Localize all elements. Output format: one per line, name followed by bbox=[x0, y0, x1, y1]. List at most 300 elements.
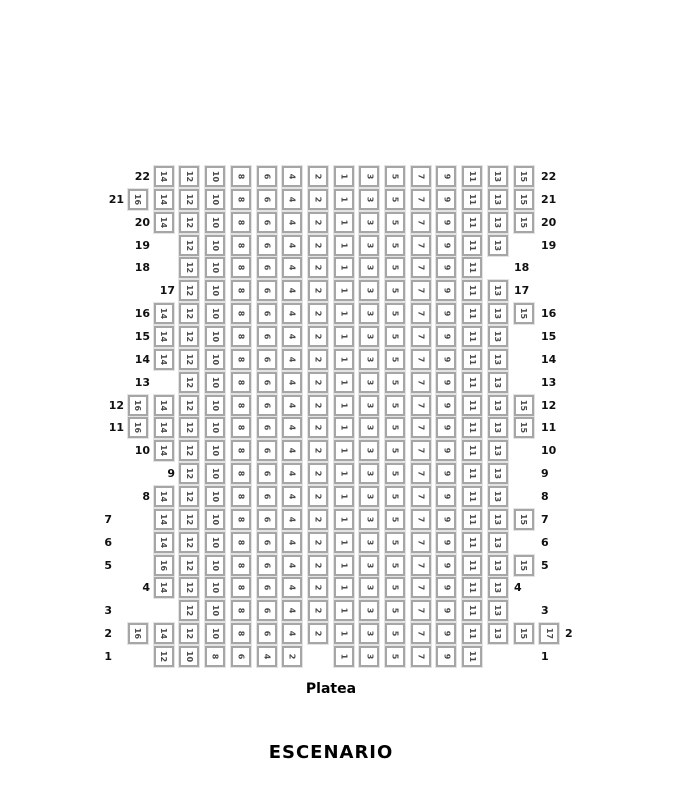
seat[interactable] bbox=[154, 509, 174, 530]
seat[interactable] bbox=[179, 212, 199, 233]
seat[interactable] bbox=[308, 486, 328, 507]
seat[interactable] bbox=[411, 623, 431, 644]
seat[interactable] bbox=[257, 623, 277, 644]
seat[interactable] bbox=[359, 417, 379, 438]
seat[interactable] bbox=[488, 189, 508, 210]
seat[interactable] bbox=[231, 212, 251, 233]
seat[interactable] bbox=[359, 372, 379, 393]
seat[interactable] bbox=[359, 623, 379, 644]
seat[interactable] bbox=[385, 486, 405, 507]
seat[interactable] bbox=[514, 212, 534, 233]
seat[interactable] bbox=[308, 212, 328, 233]
seat[interactable] bbox=[282, 509, 302, 530]
seat[interactable] bbox=[231, 280, 251, 301]
seat[interactable] bbox=[462, 280, 482, 301]
seat[interactable] bbox=[462, 509, 482, 530]
seat[interactable] bbox=[334, 189, 354, 210]
seat[interactable] bbox=[179, 326, 199, 347]
seat[interactable] bbox=[179, 417, 199, 438]
seat[interactable] bbox=[514, 623, 534, 644]
seat[interactable] bbox=[462, 417, 482, 438]
seat[interactable] bbox=[179, 372, 199, 393]
seat[interactable] bbox=[436, 509, 456, 530]
seat[interactable] bbox=[359, 577, 379, 598]
seat[interactable] bbox=[179, 280, 199, 301]
seat[interactable] bbox=[282, 486, 302, 507]
seat[interactable] bbox=[359, 600, 379, 621]
seat[interactable] bbox=[308, 577, 328, 598]
seat[interactable] bbox=[436, 212, 456, 233]
seat[interactable] bbox=[385, 326, 405, 347]
seat[interactable] bbox=[334, 395, 354, 416]
seat[interactable] bbox=[436, 623, 456, 644]
seat[interactable] bbox=[385, 600, 405, 621]
seat[interactable] bbox=[385, 555, 405, 576]
seat[interactable] bbox=[411, 395, 431, 416]
seat[interactable] bbox=[462, 349, 482, 370]
seat[interactable] bbox=[514, 555, 534, 576]
seat[interactable] bbox=[205, 600, 225, 621]
seat[interactable] bbox=[385, 395, 405, 416]
seat[interactable] bbox=[282, 417, 302, 438]
seat[interactable] bbox=[488, 395, 508, 416]
seat[interactable] bbox=[205, 509, 225, 530]
seat[interactable] bbox=[436, 372, 456, 393]
seat[interactable] bbox=[334, 212, 354, 233]
seat[interactable] bbox=[411, 349, 431, 370]
seat[interactable] bbox=[462, 440, 482, 461]
seat[interactable] bbox=[154, 532, 174, 553]
seat[interactable] bbox=[154, 577, 174, 598]
seat[interactable] bbox=[462, 577, 482, 598]
seat[interactable] bbox=[308, 235, 328, 256]
seat[interactable] bbox=[359, 349, 379, 370]
seat[interactable] bbox=[257, 189, 277, 210]
seat[interactable] bbox=[308, 555, 328, 576]
seat[interactable] bbox=[128, 623, 148, 644]
seat[interactable] bbox=[514, 166, 534, 187]
seat[interactable] bbox=[385, 212, 405, 233]
seat[interactable] bbox=[436, 646, 456, 667]
seat[interactable] bbox=[436, 577, 456, 598]
seat[interactable] bbox=[205, 555, 225, 576]
seat[interactable] bbox=[359, 257, 379, 278]
seat[interactable] bbox=[436, 600, 456, 621]
seat[interactable] bbox=[257, 417, 277, 438]
seat[interactable] bbox=[179, 189, 199, 210]
seat[interactable] bbox=[179, 395, 199, 416]
seat[interactable] bbox=[462, 303, 482, 324]
seat[interactable] bbox=[154, 646, 174, 667]
seat[interactable] bbox=[436, 280, 456, 301]
seat[interactable] bbox=[411, 646, 431, 667]
seat[interactable] bbox=[179, 623, 199, 644]
seat[interactable] bbox=[436, 303, 456, 324]
seat[interactable] bbox=[334, 532, 354, 553]
seat[interactable] bbox=[282, 577, 302, 598]
seat[interactable] bbox=[205, 280, 225, 301]
seat[interactable] bbox=[179, 440, 199, 461]
seat[interactable] bbox=[179, 486, 199, 507]
seat[interactable] bbox=[179, 257, 199, 278]
seat[interactable] bbox=[128, 395, 148, 416]
seat[interactable] bbox=[462, 646, 482, 667]
seat[interactable] bbox=[282, 212, 302, 233]
seat[interactable] bbox=[257, 212, 277, 233]
seat[interactable] bbox=[231, 532, 251, 553]
seat[interactable] bbox=[257, 326, 277, 347]
seat[interactable] bbox=[462, 212, 482, 233]
seat[interactable] bbox=[231, 440, 251, 461]
seat[interactable] bbox=[488, 349, 508, 370]
seat[interactable] bbox=[359, 646, 379, 667]
seat[interactable] bbox=[231, 555, 251, 576]
seat[interactable] bbox=[179, 509, 199, 530]
seat[interactable] bbox=[436, 257, 456, 278]
seat[interactable] bbox=[462, 463, 482, 484]
seat[interactable] bbox=[488, 235, 508, 256]
seat[interactable] bbox=[488, 600, 508, 621]
seat[interactable] bbox=[282, 326, 302, 347]
seat[interactable] bbox=[334, 486, 354, 507]
seat[interactable] bbox=[282, 463, 302, 484]
seat[interactable] bbox=[154, 326, 174, 347]
seat[interactable] bbox=[308, 395, 328, 416]
seat[interactable] bbox=[385, 577, 405, 598]
seat[interactable] bbox=[257, 577, 277, 598]
seat[interactable] bbox=[154, 417, 174, 438]
seat[interactable] bbox=[411, 463, 431, 484]
seat[interactable] bbox=[488, 326, 508, 347]
seat[interactable] bbox=[154, 555, 174, 576]
seat[interactable] bbox=[411, 555, 431, 576]
seat[interactable] bbox=[308, 166, 328, 187]
seat[interactable] bbox=[179, 349, 199, 370]
seat[interactable] bbox=[179, 577, 199, 598]
seat[interactable] bbox=[308, 463, 328, 484]
seat[interactable] bbox=[257, 280, 277, 301]
seat[interactable] bbox=[257, 646, 277, 667]
seat[interactable] bbox=[205, 440, 225, 461]
seat[interactable] bbox=[488, 166, 508, 187]
seat[interactable] bbox=[385, 349, 405, 370]
seat[interactable] bbox=[257, 257, 277, 278]
seat[interactable] bbox=[359, 463, 379, 484]
seat[interactable] bbox=[411, 532, 431, 553]
seat[interactable] bbox=[411, 417, 431, 438]
seat[interactable] bbox=[231, 349, 251, 370]
seat[interactable] bbox=[488, 577, 508, 598]
seat[interactable] bbox=[462, 372, 482, 393]
seat[interactable] bbox=[308, 600, 328, 621]
seat[interactable] bbox=[462, 326, 482, 347]
seat[interactable] bbox=[282, 257, 302, 278]
seat[interactable] bbox=[334, 417, 354, 438]
seat[interactable] bbox=[436, 326, 456, 347]
seat[interactable] bbox=[514, 509, 534, 530]
seat[interactable] bbox=[231, 623, 251, 644]
seat[interactable] bbox=[436, 395, 456, 416]
seat[interactable] bbox=[385, 372, 405, 393]
seat[interactable] bbox=[308, 417, 328, 438]
seat[interactable] bbox=[179, 303, 199, 324]
seat[interactable] bbox=[257, 235, 277, 256]
seat[interactable] bbox=[205, 395, 225, 416]
seat[interactable] bbox=[411, 326, 431, 347]
seat[interactable] bbox=[411, 166, 431, 187]
seat[interactable] bbox=[231, 303, 251, 324]
seat[interactable] bbox=[462, 257, 482, 278]
seat[interactable] bbox=[154, 349, 174, 370]
seat[interactable] bbox=[411, 600, 431, 621]
seat[interactable] bbox=[359, 326, 379, 347]
seat[interactable] bbox=[411, 303, 431, 324]
seat[interactable] bbox=[488, 280, 508, 301]
seat[interactable] bbox=[359, 486, 379, 507]
seat[interactable] bbox=[154, 212, 174, 233]
seat[interactable] bbox=[488, 532, 508, 553]
seat[interactable] bbox=[231, 463, 251, 484]
seat[interactable] bbox=[488, 623, 508, 644]
seat[interactable] bbox=[231, 646, 251, 667]
seat[interactable] bbox=[488, 212, 508, 233]
seat[interactable] bbox=[154, 166, 174, 187]
seat[interactable] bbox=[334, 577, 354, 598]
seat[interactable] bbox=[334, 349, 354, 370]
seat[interactable] bbox=[231, 372, 251, 393]
seat[interactable] bbox=[205, 235, 225, 256]
seat[interactable] bbox=[308, 257, 328, 278]
seat[interactable] bbox=[436, 440, 456, 461]
seat[interactable] bbox=[359, 280, 379, 301]
seat[interactable] bbox=[436, 235, 456, 256]
seat[interactable] bbox=[231, 326, 251, 347]
seat[interactable] bbox=[359, 303, 379, 324]
seat[interactable] bbox=[488, 555, 508, 576]
seat[interactable] bbox=[411, 280, 431, 301]
seat[interactable] bbox=[385, 303, 405, 324]
seat[interactable] bbox=[488, 417, 508, 438]
seat[interactable] bbox=[488, 463, 508, 484]
seat[interactable] bbox=[257, 463, 277, 484]
seat[interactable] bbox=[385, 532, 405, 553]
seat[interactable] bbox=[257, 486, 277, 507]
seat[interactable] bbox=[359, 189, 379, 210]
seat[interactable] bbox=[282, 532, 302, 553]
seat[interactable] bbox=[154, 440, 174, 461]
seat[interactable] bbox=[334, 600, 354, 621]
seat[interactable] bbox=[231, 600, 251, 621]
seat[interactable] bbox=[436, 189, 456, 210]
seat[interactable] bbox=[334, 235, 354, 256]
seat[interactable] bbox=[282, 440, 302, 461]
seat[interactable] bbox=[411, 440, 431, 461]
seat[interactable] bbox=[257, 372, 277, 393]
seat[interactable] bbox=[154, 623, 174, 644]
seat[interactable] bbox=[205, 486, 225, 507]
seat[interactable] bbox=[436, 486, 456, 507]
seat[interactable] bbox=[205, 303, 225, 324]
seat[interactable] bbox=[205, 417, 225, 438]
seat[interactable] bbox=[282, 555, 302, 576]
seat[interactable] bbox=[257, 532, 277, 553]
seat[interactable] bbox=[179, 555, 199, 576]
seat[interactable] bbox=[462, 555, 482, 576]
seat[interactable] bbox=[334, 555, 354, 576]
seat[interactable] bbox=[436, 349, 456, 370]
seat[interactable] bbox=[334, 440, 354, 461]
seat[interactable] bbox=[385, 440, 405, 461]
seat[interactable] bbox=[488, 303, 508, 324]
seat[interactable] bbox=[205, 189, 225, 210]
seat[interactable] bbox=[179, 532, 199, 553]
seat[interactable] bbox=[359, 509, 379, 530]
seat[interactable] bbox=[179, 600, 199, 621]
seat[interactable] bbox=[359, 235, 379, 256]
seat[interactable] bbox=[308, 623, 328, 644]
seat[interactable] bbox=[205, 463, 225, 484]
seat[interactable] bbox=[154, 395, 174, 416]
seat[interactable] bbox=[385, 166, 405, 187]
seat[interactable] bbox=[359, 395, 379, 416]
seat[interactable] bbox=[257, 509, 277, 530]
seat[interactable] bbox=[462, 395, 482, 416]
seat[interactable] bbox=[231, 577, 251, 598]
seat[interactable] bbox=[436, 166, 456, 187]
seat[interactable] bbox=[359, 555, 379, 576]
seat[interactable] bbox=[231, 166, 251, 187]
seat[interactable] bbox=[385, 509, 405, 530]
seat[interactable] bbox=[257, 349, 277, 370]
seat[interactable] bbox=[488, 509, 508, 530]
seat[interactable] bbox=[128, 189, 148, 210]
seat[interactable] bbox=[205, 532, 225, 553]
seat[interactable] bbox=[411, 486, 431, 507]
seat[interactable] bbox=[462, 189, 482, 210]
seat[interactable] bbox=[282, 189, 302, 210]
seat[interactable] bbox=[308, 189, 328, 210]
seat[interactable] bbox=[282, 349, 302, 370]
seat[interactable] bbox=[205, 349, 225, 370]
seat[interactable] bbox=[334, 166, 354, 187]
seat[interactable] bbox=[488, 440, 508, 461]
seat[interactable] bbox=[154, 303, 174, 324]
seat[interactable] bbox=[334, 509, 354, 530]
seat[interactable] bbox=[205, 212, 225, 233]
seat[interactable] bbox=[282, 600, 302, 621]
seat[interactable] bbox=[334, 280, 354, 301]
seat[interactable] bbox=[539, 623, 559, 644]
seat[interactable] bbox=[359, 212, 379, 233]
seat[interactable] bbox=[462, 623, 482, 644]
seat[interactable] bbox=[308, 326, 328, 347]
seat[interactable] bbox=[334, 463, 354, 484]
seat[interactable] bbox=[411, 509, 431, 530]
seat[interactable] bbox=[514, 417, 534, 438]
seat[interactable] bbox=[462, 486, 482, 507]
seat[interactable] bbox=[282, 395, 302, 416]
seat[interactable] bbox=[359, 166, 379, 187]
seat[interactable] bbox=[257, 395, 277, 416]
seat[interactable] bbox=[257, 440, 277, 461]
seat[interactable] bbox=[154, 486, 174, 507]
seat[interactable] bbox=[385, 417, 405, 438]
seat[interactable] bbox=[205, 257, 225, 278]
seat[interactable] bbox=[179, 235, 199, 256]
seat[interactable] bbox=[308, 280, 328, 301]
seat[interactable] bbox=[308, 532, 328, 553]
seat[interactable] bbox=[205, 646, 225, 667]
seat[interactable] bbox=[179, 463, 199, 484]
seat[interactable] bbox=[411, 577, 431, 598]
seat[interactable] bbox=[205, 372, 225, 393]
seat[interactable] bbox=[205, 623, 225, 644]
seat[interactable] bbox=[282, 280, 302, 301]
seat[interactable] bbox=[257, 600, 277, 621]
seat[interactable] bbox=[462, 166, 482, 187]
seat[interactable] bbox=[179, 646, 199, 667]
seat[interactable] bbox=[411, 212, 431, 233]
seat[interactable] bbox=[205, 577, 225, 598]
seat[interactable] bbox=[436, 555, 456, 576]
seat[interactable] bbox=[359, 532, 379, 553]
seat[interactable] bbox=[154, 189, 174, 210]
seat[interactable] bbox=[308, 509, 328, 530]
seat[interactable] bbox=[385, 623, 405, 644]
seat[interactable] bbox=[514, 395, 534, 416]
seat[interactable] bbox=[205, 166, 225, 187]
seat[interactable] bbox=[282, 166, 302, 187]
seat[interactable] bbox=[231, 395, 251, 416]
seat[interactable] bbox=[411, 235, 431, 256]
seat[interactable] bbox=[231, 417, 251, 438]
seat[interactable] bbox=[385, 280, 405, 301]
seat[interactable] bbox=[462, 532, 482, 553]
seat[interactable] bbox=[282, 372, 302, 393]
seat[interactable] bbox=[231, 235, 251, 256]
seat[interactable] bbox=[257, 303, 277, 324]
seat[interactable] bbox=[231, 189, 251, 210]
seat[interactable] bbox=[205, 326, 225, 347]
seat[interactable] bbox=[411, 257, 431, 278]
seat[interactable] bbox=[282, 303, 302, 324]
seat[interactable] bbox=[436, 417, 456, 438]
seat[interactable] bbox=[334, 646, 354, 667]
seat[interactable] bbox=[179, 166, 199, 187]
seat[interactable] bbox=[308, 349, 328, 370]
seat[interactable] bbox=[385, 189, 405, 210]
seat[interactable] bbox=[308, 303, 328, 324]
seat[interactable] bbox=[334, 623, 354, 644]
seat[interactable] bbox=[282, 646, 302, 667]
seat[interactable] bbox=[385, 463, 405, 484]
seat[interactable] bbox=[359, 440, 379, 461]
seat[interactable] bbox=[462, 235, 482, 256]
seat[interactable] bbox=[462, 600, 482, 621]
seat[interactable] bbox=[308, 440, 328, 461]
seat[interactable] bbox=[282, 623, 302, 644]
seat[interactable] bbox=[308, 372, 328, 393]
seat[interactable] bbox=[257, 555, 277, 576]
seat[interactable] bbox=[436, 532, 456, 553]
seat[interactable] bbox=[282, 235, 302, 256]
seat[interactable] bbox=[514, 189, 534, 210]
seat[interactable] bbox=[334, 257, 354, 278]
seat[interactable] bbox=[411, 189, 431, 210]
seat[interactable] bbox=[334, 303, 354, 324]
seat[interactable] bbox=[231, 486, 251, 507]
seat[interactable] bbox=[385, 235, 405, 256]
